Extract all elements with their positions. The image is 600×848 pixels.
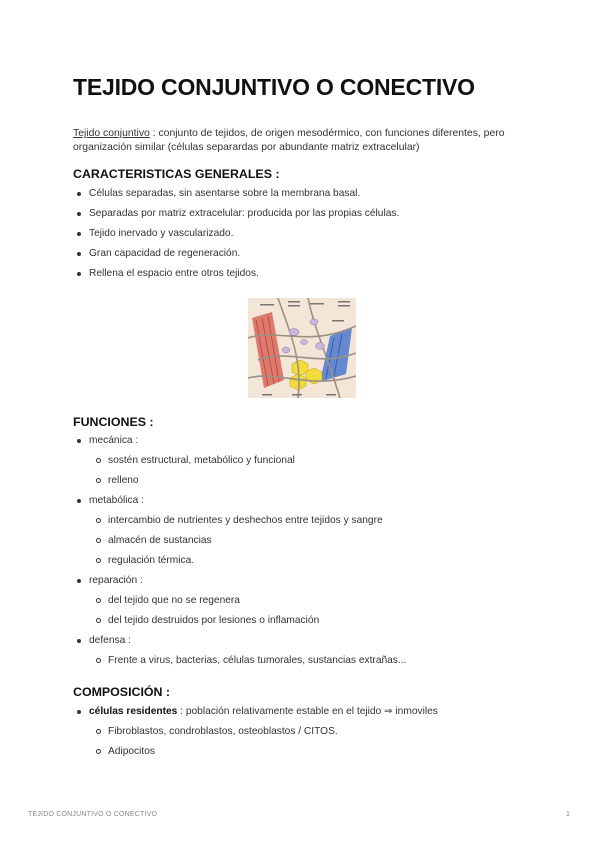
funciones-list — [73, 431, 553, 671]
list-item: Separadas por matriz extracelular: producida por las propias células. — [73, 204, 553, 224]
list-item: Rellena el espacio entre otros tejidos. — [73, 264, 553, 284]
sub-list-item: Adipocitos — [73, 742, 553, 762]
list-item: reparación : — [73, 571, 553, 591]
list-item: mecánica : — [73, 431, 553, 451]
composicion-list — [73, 702, 553, 762]
page-number: 1 — [566, 811, 570, 818]
sub-list-item: Frente a virus, bacterias, células tumorales, sustancias extrañas... — [73, 651, 553, 671]
list-item: Células separadas, sin asentarse sobre la membrana basal. — [73, 184, 553, 204]
footer-title: TEJIDO CONJUNTIVO O CONECTIVO — [28, 811, 158, 818]
list-item: defensa : — [73, 631, 553, 651]
bold-term: células residentes — [89, 706, 178, 717]
funciones-heading: FUNCIONES : — [73, 415, 154, 429]
intro-term: Tejido conjuntivo — [73, 128, 150, 139]
intro-paragraph — [73, 127, 533, 155]
sub-list-item: del tejido que no se regenera — [73, 591, 553, 611]
intro-text: : conjunto de tejidos, de origen mesodérmico, con funciones diferentes, pero organización similar (células separardas por abundante matriz extracelular) — [73, 128, 505, 153]
connective-tissue-illustration — [248, 298, 356, 398]
sub-list-item: almacén de sustancias — [73, 531, 553, 551]
sub-list-item: regulación térmica. — [73, 551, 553, 571]
list-item: Tejido inervado y vascularizado. — [73, 224, 553, 244]
term-description: : población relativamente estable en el tejido ⇒ inmoviles — [177, 706, 438, 717]
sub-list-item: sostén estructural, metabólico y funcional — [73, 451, 553, 471]
list-item: metabólica : — [73, 491, 553, 511]
sub-list-item: del tejido destruidos por lesiones o inflamación — [73, 611, 553, 631]
list-item: Gran capacidad de regeneración. — [73, 244, 553, 264]
sub-list-item: relleno — [73, 471, 553, 491]
list-item — [73, 702, 553, 722]
caracteristicas-heading: CARACTERISTICAS GENERALES : — [73, 167, 280, 181]
sub-list-item: intercambio de nutrientes y deshechos entre tejidos y sangre — [73, 511, 553, 531]
composicion-heading: COMPOSICIÓN : — [73, 685, 171, 699]
page-title: TEJIDO CONJUNTIVO O CONECTIVO — [73, 74, 475, 100]
caracteristicas-list — [73, 184, 553, 284]
sub-list-item: Fibroblastos, condroblastos, osteoblastos / CITOS. — [73, 722, 553, 742]
